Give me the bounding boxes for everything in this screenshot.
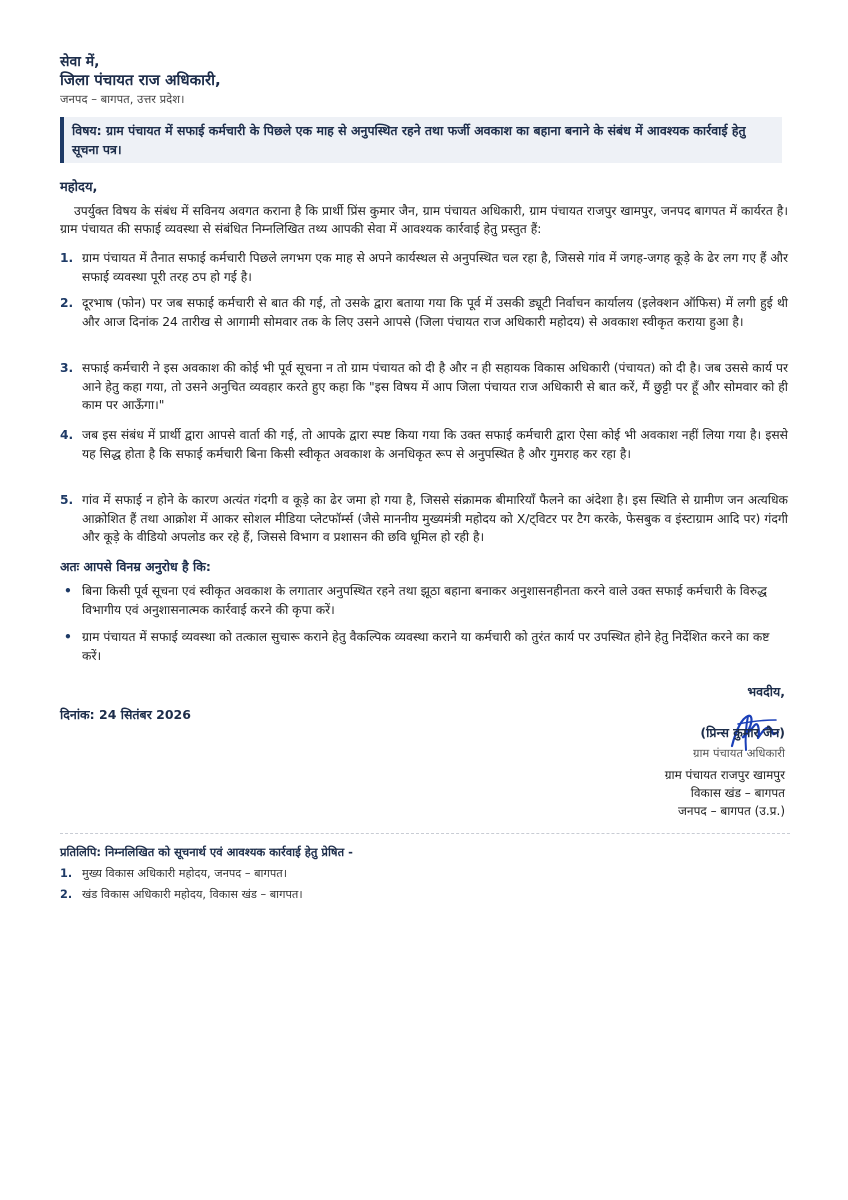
signatory-panchayat: ग्राम पंचायत राजपुर खामपुर: [664, 768, 785, 782]
signatory-district: जनपद – बागपत (उ.प्र.): [678, 804, 785, 818]
signatory-block: विकास खंड – बागपत: [690, 786, 785, 800]
fact-point: [60, 249, 788, 286]
fact-point: [60, 426, 788, 463]
salutation: महोदय,: [60, 180, 98, 195]
point-number: 3.: [60, 361, 74, 375]
point-number: 2.: [60, 296, 74, 310]
addressee-salutation: सेवा में,: [60, 54, 100, 70]
request-text: ग्राम पंचायत में सफाई व्यवस्था को तत्काल सुचारू कराने हेतु वैकल्पिक व्यवस्था कराने या कर्मचारी को तुरंत कार्य पर उपस्थित होने हेतु निर्देशित करने का कष्ट करें।: [82, 630, 770, 663]
fact-point: [60, 294, 788, 331]
request-item: [60, 628, 788, 665]
request-item: [60, 582, 788, 619]
copy-to-number: 1.: [60, 867, 73, 880]
point-number: 4.: [60, 428, 74, 442]
request-heading: अतः आपसे विनम्र अनुरोध है कि:: [60, 559, 211, 574]
request-text: बिना किसी पूर्व सूचना एवं स्वीकृत अवकाश के लगातार अनुपस्थित रहने तथा झूठा बहाना बनाकर अनुशासनहीनता करने वाले उक्त सफाई कर्मचारी के विरुद्ध विभागीय एवं अनुशासनात्मक कार्रवाई करने की कृपा करें।: [82, 584, 767, 617]
point-text: ग्राम पंचायत में तैनात सफाई कर्मचारी पिछले लगभग एक माह से अपने कार्यस्थल से अनुपस्थित चल रहा है, जिससे गांव में जगह-जगह कूड़े के ढेर लग गए हैं और सफाई व्यवस्था पूरी तरह ठप हो गई है।: [82, 251, 788, 284]
addressee-officer: जिला पंचायत राज अधिकारी,: [60, 71, 221, 89]
bullet-icon: •: [64, 584, 72, 598]
point-number: 1.: [60, 251, 74, 265]
copy-to-number: 2.: [60, 888, 73, 901]
copy-to-text: मुख्य विकास अधिकारी महोदय, जनपद – बागपत।: [82, 867, 287, 880]
fact-point: [60, 359, 788, 415]
copy-to-heading: प्रतिलिपि: निम्नलिखित को सूचनार्थ एवं आवश्यक कार्रवाई हेतु प्रेषित -: [60, 845, 353, 859]
closing: भवदीय,: [747, 684, 785, 699]
point-text: दूरभाष (फोन) पर जब सफाई कर्मचारी से बात की गई, तो उसके द्वारा बताया गया कि पूर्व में उसकी ड्यूटी निर्वाचन कार्यालय (इलेक्शन ऑफिस) में लगी हुई थी और आज दिनांक 24 तारीख से आगामी सोमवार तक के लिए उसने आपसे (जिला पंचायत राज अधिकारी महोदय) से अवकाश स्वीकृत कराया हुआ है।: [82, 296, 788, 329]
letter-date: दिनांक: 24 सितंबर 2026: [60, 707, 191, 722]
intro-paragraph: उपर्युक्त विषय के संबंध में सविनय अवगत कराना है कि प्रार्थी प्रिंस कुमार जैन, ग्राम पंचायत अधिकारी, ग्राम पंचायत राजपुर खामपुर, जनपद बागपत में कार्यरत है। ग्राम पंचायत की सफाई व्यवस्था से संबंधित निम्नलिखित तथ्य आपकी सेवा में आवश्यक कार्रवाई हेतु प्रस्तुत हैं:: [60, 204, 788, 236]
subject-box: विषय: ग्राम पंचायत में सफाई कर्मचारी के पिछले एक माह से अनुपस्थित रहने तथा फर्जी अवकाश का बहाना बनाने के संबंध में आवश्यक कार्रवाई हेतु सूचना पत्र।: [60, 117, 782, 163]
signatory-title: ग्राम पंचायत अधिकारी: [692, 746, 785, 760]
addressee-district: जनपद – बागपत, उत्तर प्रदेश।: [60, 92, 185, 106]
point-number: 5.: [60, 493, 74, 507]
point-text: जब इस संबंध में प्रार्थी द्वारा आपसे वार्ता की गई, तो आपके द्वारा स्पष्ट किया गया कि उक्त सफाई कर्मचारी द्वारा ऐसा कोई भी अवकाश नहीं लिया गया है। इससे यह सिद्ध होता है कि सफाई कर्मचारी बिना किसी स्वीकृत अवकाश के अनधिकृत रूप से अनुपस्थित है और गुमराह कर रहा है।: [82, 428, 788, 461]
signatory-name: (प्रिन्स कुमार जैन): [700, 725, 785, 740]
copy-to-item: [60, 866, 287, 881]
point-text: गांव में सफाई न होने के कारण अत्यंत गंदगी व कूड़े का ढेर जमा हो गया है, जिससे संक्रामक बीमारियाँ फैलने का अंदेशा है। इस स्थिति से ग्रामीण जन अत्यधिक आक्रोशित हैं तथा आक्रोश में आकर सोशल मीडिया प्लेटफॉर्म्स (जैसे माननीय मुख्यमंत्री महोदय को X/ट्विटर पर टैग करके, फेसबुक व इंस्टाग्राम आदि पर) गंदगी और कूड़े के वीडियो अपलोड कर रहे हैं, जिससे विभाग व प्रशासन की छवि धूमिल हो रही है।: [82, 493, 788, 545]
bullet-icon: •: [64, 630, 72, 644]
section-divider: [60, 833, 790, 834]
point-text: सफाई कर्मचारी ने इस अवकाश की कोई भी पूर्व सूचना न तो ग्राम पंचायत को दी है और न ही सहायक विकास अधिकारी (पंचायत) को दी है। जब उससे कार्य पर आने हेतु कहा गया, तो उसने अनुचित व्यवहार करते हुए कहा कि "इस विषय में आप जिला पंचायत राज अधिकारी से बात करें, मैं छुट्टी पर हूँ और सोमवार को ही काम पर आऊँगा।": [82, 361, 788, 413]
copy-to-item: [60, 887, 303, 902]
copy-to-text: खंड विकास अधिकारी महोदय, विकास खंड – बागपत।: [82, 888, 303, 901]
fact-point: [60, 491, 788, 547]
